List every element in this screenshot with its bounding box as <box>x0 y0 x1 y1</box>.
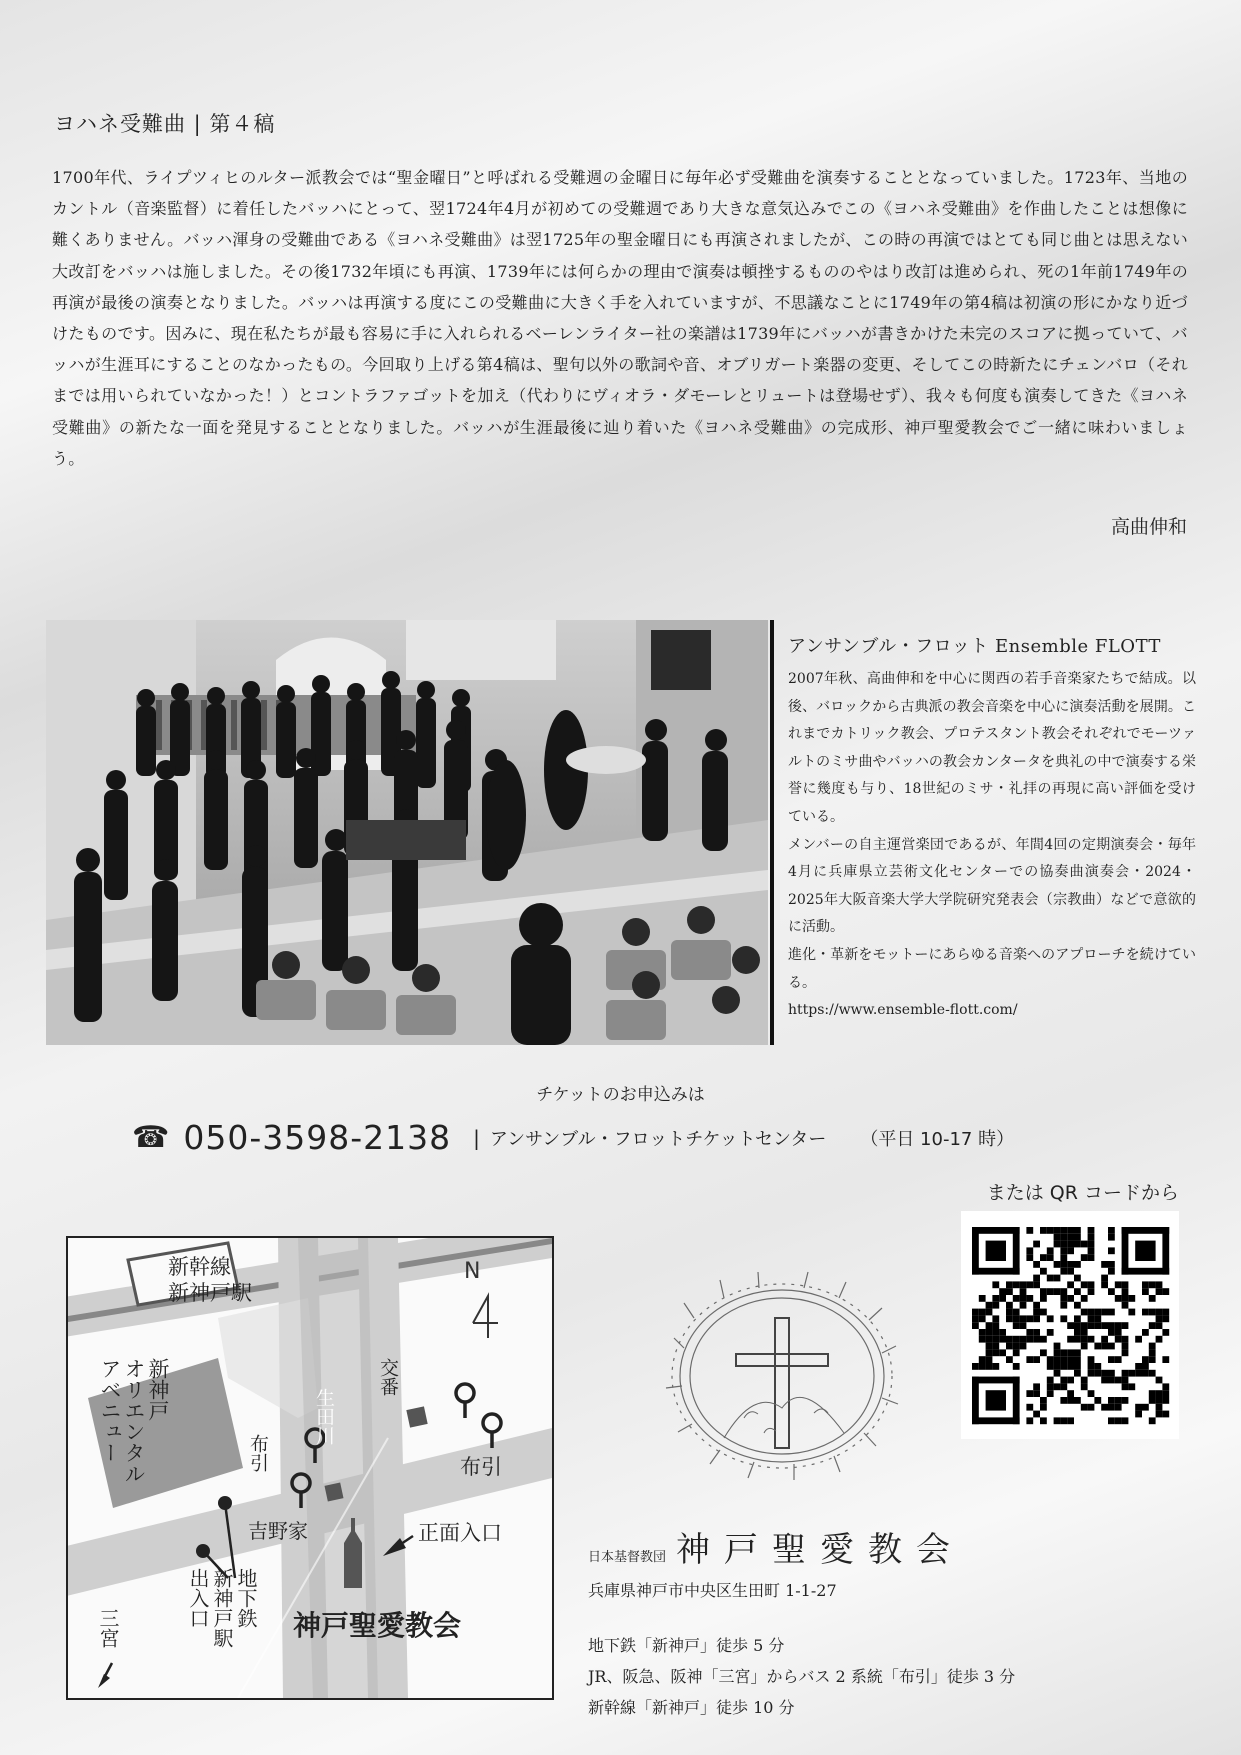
qr-code-icon[interactable] <box>961 1211 1179 1439</box>
phone-icon: ☎ <box>132 1120 170 1155</box>
separator: | <box>473 1125 480 1150</box>
map-entrance-label: 正面入口 <box>418 1521 502 1545</box>
church-denomination: 日本基督教団 <box>588 1550 667 1565</box>
church-name: 神戸聖愛教会 <box>676 1530 965 1570</box>
ticket-phone-row <box>132 1118 1014 1157</box>
program-notes: 1700年代、ライプツィヒのルター派教会では“聖金曜日”と呼ばれる受難週の金曜日に毎年必ず受難曲を演奏することとなっていました。1723年、当地のカントル（音楽監督）に着任したバッハにとって、翌1724年4月が初めての受難週であり大きな意気込みでこの《ヨハネ受難曲》を作曲したことは想像に難くありません。バッハ渾身の受難曲である《ヨハネ受難曲》は翌1725年の聖金曜日にも再演されましたが、この時の再演ではとても同じ曲とは思えない大改訂をバッハは施しました。その後1732年頃にも再演、1739年には何らかの理由で演奏は頓挫するもののやはり改訂は進められ、死の1年前1749年の再演が最後の演奏となりました。バッハは再演する度にこの受難曲に大きく手を入れていますが、不思議なことに1749年の第4稿は初演の形にかなり近づけたものです。因みに、現在私たちが最も容易に手に入れられるベーレンライター社の楽譜は1739年にバッハが書きかけた未完のスコアに拠っていて、バッハが生涯耳にすることのなかったもの。今回取り上げる第4稿は、聖句以外の歌詞や音、オブリガート楽器の変更、そしてこの時新たにチェンバロ（それまでは用いられていなかった！）とコントラファゴットを加え（代わりにヴィオラ・ダモーレとリュートは登場せず）、我々も何度も演奏してきた《ヨハネ受難曲》の新たな一面を発見することとなりました。バッハが生涯最後に辿り着いた《ヨハネ受難曲》の完成形、神戸聖愛教会でご一緒に味わいましょう。 <box>52 168 1188 468</box>
church-address: 兵庫県神戸市中央区生田町 1-1-27 <box>588 1581 837 1600</box>
access-line: 地下鉄「新神戸」徒歩 5 分 <box>588 1636 785 1655</box>
map-shinkansen-station: 新神戸駅 <box>168 1281 252 1305</box>
qr-lead: または QR コードから <box>986 1182 1179 1204</box>
access-line: 新幹線「新神戸」徒歩 10 分 <box>588 1698 795 1717</box>
ensemble-bio-paragraph: 進化・革新をモットーにあらゆる音楽へのアプローチを続けている。 <box>788 946 1196 991</box>
access-map <box>66 1236 554 1700</box>
north-arrow-icon <box>473 1296 498 1338</box>
map-north-label: N <box>464 1259 481 1284</box>
map-yoshinoya: 吉野家 <box>248 1519 308 1543</box>
map-avenue-label: オリエンタル <box>122 1358 146 1484</box>
access-info <box>588 1630 1015 1723</box>
ticket-hours: （平日 10-17 時） <box>860 1128 1015 1150</box>
map-avenue-label: 新神戸 <box>146 1358 170 1421</box>
map-church-label: 神戸聖愛教会 <box>293 1609 462 1642</box>
map-river-label: 生田川 <box>313 1388 335 1445</box>
ticket-lead: チケットのお申込みは <box>536 1085 705 1105</box>
map-subway-label: 地下鉄 <box>234 1568 258 1628</box>
crown-of-thorns-cross-icon <box>654 1258 910 1488</box>
access-line: JR、阪急、阪神「三宮」からバス 2 系統「布引」徒歩 3 分 <box>588 1667 1016 1686</box>
map-koban-label: 交番 <box>377 1358 399 1396</box>
map-avenue-label: アベニュー <box>98 1358 122 1463</box>
section-title: ヨハネ受難曲 | 第４稿 <box>54 112 276 136</box>
map-nunobiki-right: 布引 <box>460 1455 502 1479</box>
church-header <box>588 1522 964 1571</box>
author-signature: 高曲伸和 <box>1110 516 1187 538</box>
phone-number[interactable]: 050-3598-2138 <box>183 1118 452 1157</box>
concert-photo <box>46 620 768 1045</box>
ensemble-title: アンサンブル・フロット Ensemble FLOTT <box>788 636 1161 657</box>
ensemble-bio <box>788 666 1196 997</box>
ensemble-profile <box>788 632 1196 1023</box>
ensemble-website-link[interactable]: https://www.ensemble-flott.com/ <box>788 1002 1018 1019</box>
map-sannomiya-label: 三宮 <box>96 1608 120 1648</box>
map-subway-label: 出入口 <box>186 1568 210 1628</box>
map-nunobiki-left: 布引 <box>247 1434 269 1472</box>
vertical-rule <box>770 620 774 1045</box>
ticket-center-name: アンサンブル・フロットチケットセンター <box>489 1128 827 1150</box>
map-shinkansen-line: 新幹線 <box>168 1255 231 1279</box>
map-subway-label: 新神戸駅 <box>210 1568 234 1648</box>
ensemble-bio-paragraph: 2007年秋、高曲伸和を中心に関西の若手音楽家たちで結成。以後、バロックから古典派の教会音楽を中心に演奏活動を展開。これまでカトリック教会、プロテスタント教会それぞれでモーツァルトのミサ曲やバッハの教会カンタータを典礼の中で演奏する栄誉に幾度も与り、18世紀のミサ・礼拝の再現に高い評価を受けている。 <box>788 671 1196 825</box>
ensemble-bio-paragraph: メンバーの自主運営楽団であるが、年間4回の定期演奏会・毎年4月に兵庫県立芸術文化センターでの協奏曲演奏会・2024・2025年大阪音楽大学大学院研究発表会（宗教曲）などで意欲的に活動。 <box>788 836 1196 936</box>
